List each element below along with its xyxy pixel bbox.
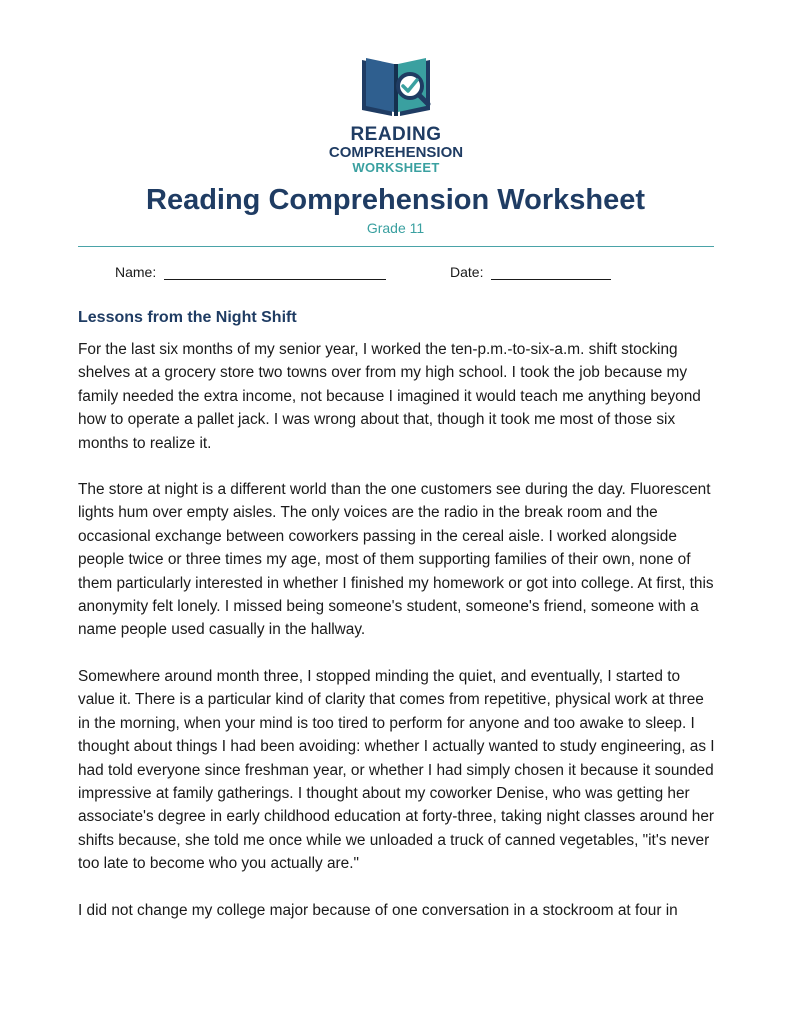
logo-line-worksheet: WORKSHEET	[352, 160, 440, 175]
passage-paragraph: The store at night is a different world than the one customers see during the day. Fluorescent lights hum over empty aisles. The only voices are the radio in the break room and the occasional exchange between coworkers passing in the cereal aisle. I worked alongside people twice or three times my age, most of them supporting families of their own, none of them particularly interested in whether I finished my homework or got into college. At first, this anonymity felt lonely. I missed being someone's student, someone's friend, someone with a name people used casually in the hallway.	[78, 481, 714, 639]
grade-level: Grade 11	[366, 220, 425, 236]
passage-paragraph: I did not change my college major because of one conversation in a stockroom at four in	[78, 901, 678, 919]
logo-line-comprehension: COMPREHENSION	[328, 144, 464, 161]
page-title: Reading Comprehension Worksheet	[146, 184, 645, 216]
date-field[interactable]	[450, 264, 611, 280]
date-blank-line[interactable]	[491, 265, 611, 280]
name-field[interactable]	[115, 264, 386, 280]
passage-body	[78, 338, 718, 945]
worksheet-logo	[318, 54, 474, 178]
passage-paragraph: For the last six months of my senior year, I worked the ten-p.m.-to-six-a.m. shift stocking shelves at a grocery store two towns over from my high school. I took the job because my family needed the extra income, not because I imagined it would teach me anything beyond how to operate a pallet jack. I was wrong about that, though it took me most of those six months to realize it.	[78, 341, 701, 452]
passage-title: Lessons from the Night Shift	[78, 309, 297, 326]
open-book-magnifier-check-icon	[358, 54, 434, 120]
name-blank-line[interactable]	[164, 265, 386, 280]
name-label: Name:	[115, 264, 157, 280]
logo-line-reading: READING	[350, 124, 442, 145]
date-label: Date:	[450, 264, 484, 280]
header-divider	[78, 246, 714, 247]
passage-paragraph: Somewhere around month three, I stopped minding the quiet, and eventually, I started to value it. There is a particular kind of clarity that comes from repetitive, physical work at three in the morning, when your mind is too tired to perform for anyone and too awake to sleep. I thought about things I had been avoiding: whether I actually wanted to study engineering, as I had told everyone since freshman year, or whether I had simply chosen it because it sounded impressive at family gatherings. I thought about my coworker Denise, who was getting her associate's degree in early childhood education at forty-three, taking night classes around her shifts because, she told me once while we unloaded a truck of canned vegetables, "it's never too late to become who you actually are."	[78, 667, 715, 873]
